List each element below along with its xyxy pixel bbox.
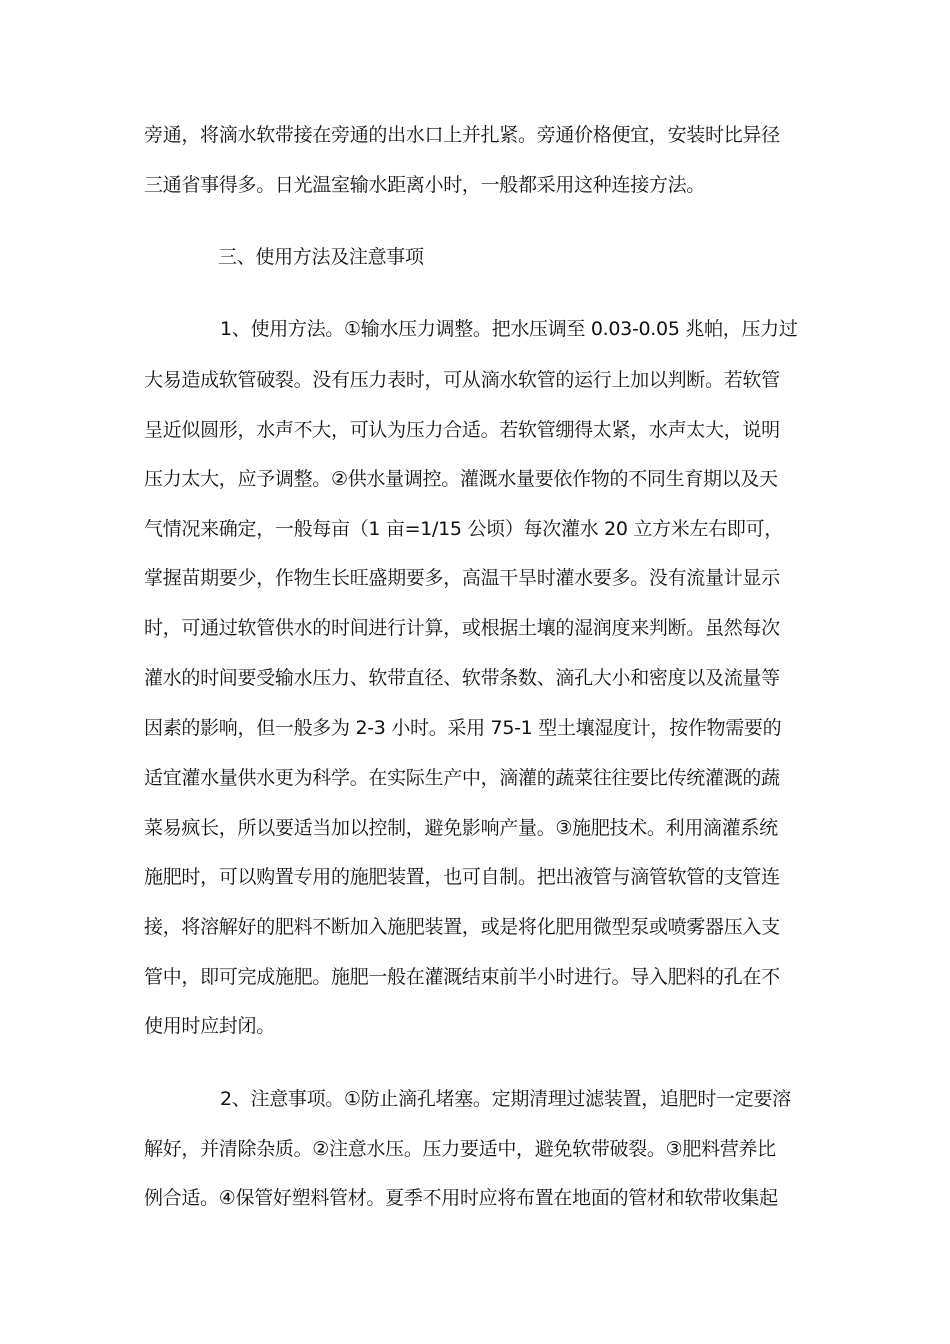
usage-line: 压力太大，应予调整。②供水量调控。灌溉水量要依作物的不同生育期以及天: [144, 468, 778, 490]
usage-line: 因素的影响，但一般多为 2-3 小时。采用 75-1 型土壤湿度计，按作物需要的: [144, 717, 782, 739]
intro-line: 三通省事得多。日光温室输水距离小时，一般都采用这种连接方法。: [144, 174, 706, 196]
usage-line: 气情况来确定，一般每亩（1 亩=1/15 公顷）每次灌水 20 立方米左右即可，: [144, 518, 784, 540]
notes-line: 解好，并清除杂质。②注意水压。压力要适中，避免软带破裂。③肥料营养比: [144, 1138, 776, 1160]
section-heading: 三、使用方法及注意事项: [218, 246, 424, 268]
usage-line: 接，将溶解好的肥料不断加入施肥装置，或是将化肥用微型泵或喷雾器压入支: [144, 916, 780, 938]
usage-line: 呈近似圆形，水声不大，可认为压力合适。若软管绷得太紧，水声太大，说明: [144, 419, 780, 441]
usage-line: 时，可通过软管供水的时间进行计算，或根据土壤的湿润度来判断。虽然每次: [144, 617, 780, 639]
usage-line: 使用时应封闭。: [144, 1015, 275, 1037]
usage-line: 菜易疯长，所以要适当加以控制，避免影响产量。③施肥技术。利用滴灌系统: [144, 817, 778, 839]
usage-line: 适宜灌水量供水更为科学。在实际生产中，滴灌的蔬菜往往要比传统灌溉的蔬: [144, 767, 780, 789]
usage-line: 1、使用方法。①输水压力调整。把水压调至 0.03-0.05 兆帕，压力过: [220, 318, 798, 340]
usage-line: 大易造成软管破裂。没有压力表时，可从滴水软管的运行上加以判断。若软管: [144, 369, 780, 391]
notes-line: 例合适。④保管好塑料管材。夏季不用时应将布置在地面的管材和软带收集起: [144, 1187, 778, 1209]
usage-line: 管中，即可完成施肥。施肥一般在灌溉结束前半小时进行。导入肥料的孔在不: [144, 966, 780, 988]
usage-line: 施肥时，可以购置专用的施肥装置，也可自制。把出液管与滴管软管的支管连: [144, 866, 780, 888]
usage-line: 掌握苗期要少，作物生长旺盛期要多，高温干旱时灌水要多。没有流量计显示: [144, 567, 780, 589]
intro-line: 旁通，将滴水软带接在旁通的出水口上并扎紧。旁通价格便宜，安装时比异径: [144, 124, 780, 146]
notes-line: 2、注意事项。①防止滴孔堵塞。定期清理过滤装置，追肥时一定要溶: [220, 1088, 791, 1110]
usage-line: 灌水的时间要受输水压力、软带直径、软带条数、滴孔大小和密度以及流量等: [144, 667, 780, 689]
